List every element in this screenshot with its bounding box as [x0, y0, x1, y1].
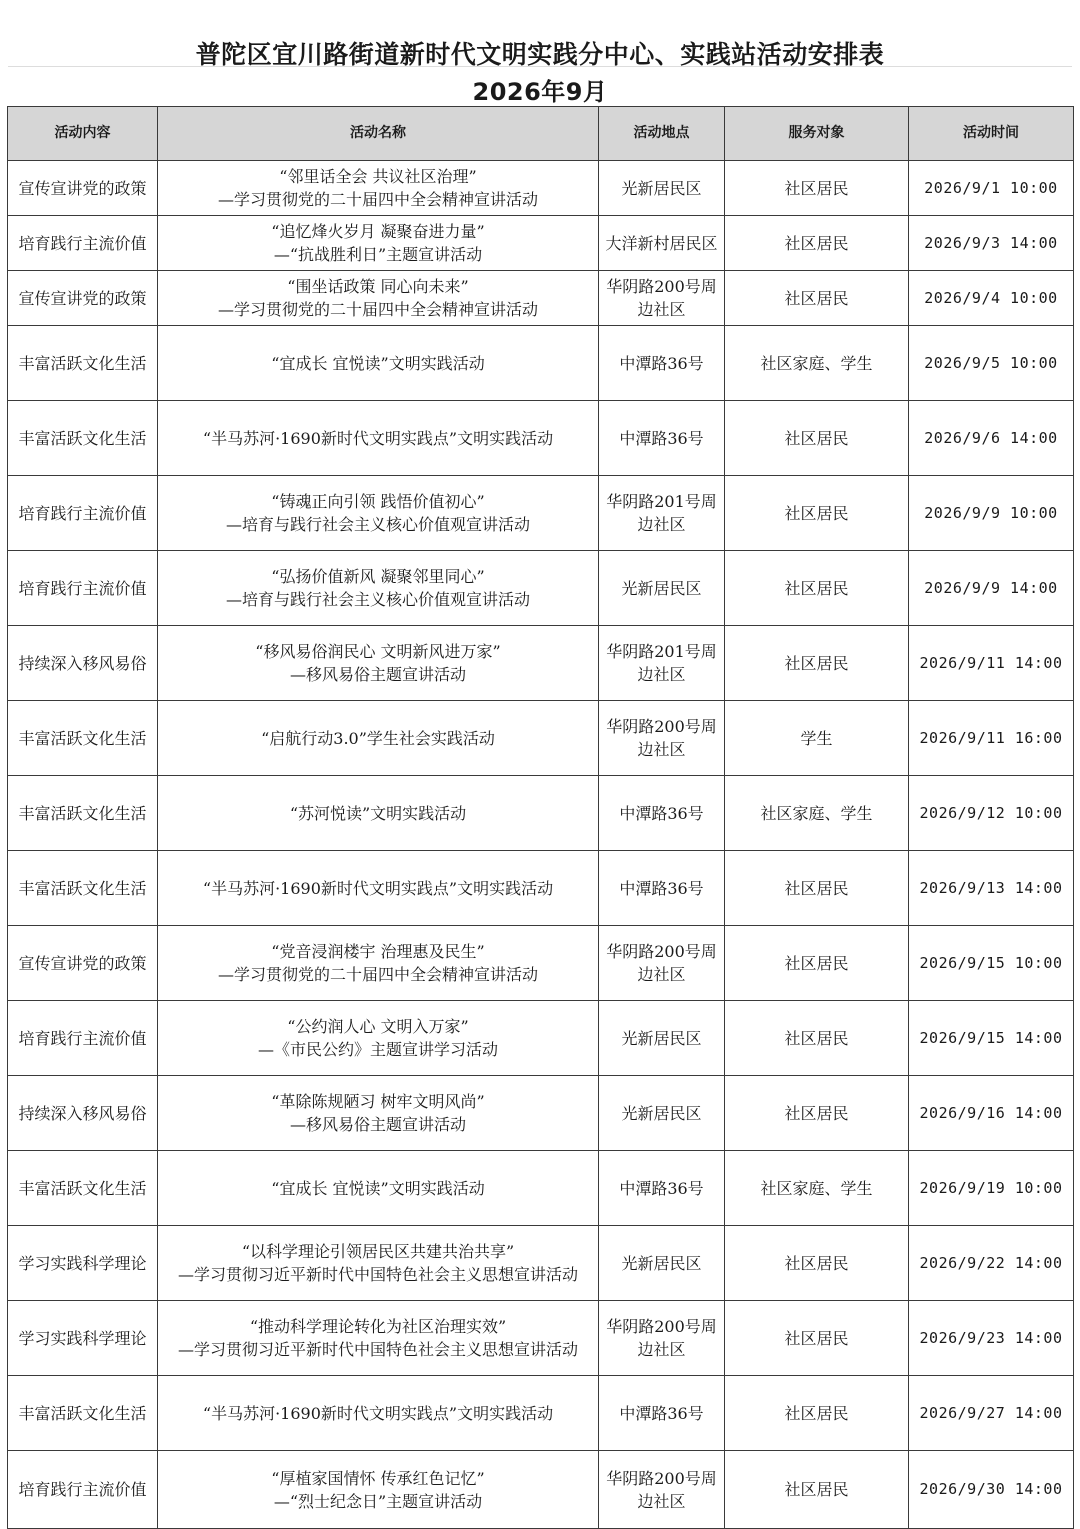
cell-time: 2026/9/3 14:00	[909, 216, 1074, 271]
activity-title: “厚植家国情怀 传承红色记忆”	[271, 1468, 485, 1488]
cell-category: 宣传宣讲党的政策	[8, 161, 158, 216]
cell-place: 中潭路36号	[599, 1376, 725, 1451]
header-target: 服务对象	[725, 107, 909, 161]
cell-target: 社区家庭、学生	[725, 326, 909, 401]
cell-category: 持续深入移风易俗	[8, 1076, 158, 1151]
cell-target: 社区居民	[725, 1001, 909, 1076]
cell-category: 培育践行主流价值	[8, 551, 158, 626]
cell-activity-name	[158, 626, 599, 701]
header-name: 活动名称	[158, 107, 599, 161]
cell-target: 社区居民	[725, 1076, 909, 1151]
cell-place: 光新居民区	[599, 161, 725, 216]
cell-place: 光新居民区	[599, 1076, 725, 1151]
cell-target: 社区居民	[725, 271, 909, 326]
table-row	[8, 1451, 1074, 1529]
cell-time: 2026/9/11 14:00	[909, 626, 1074, 701]
cell-place: 中潭路36号	[599, 776, 725, 851]
activity-title: “半马苏河·1690新时代文明实践点”文明实践活动	[202, 878, 554, 898]
cell-activity-name	[158, 1301, 599, 1376]
activity-title: “铸魂正向引领 践悟价值初心”	[271, 492, 485, 511]
table-row	[8, 401, 1074, 476]
cell-category: 学习实践科学理论	[8, 1301, 158, 1376]
header-place: 活动地点	[599, 107, 725, 161]
cell-place: 华阴路200号周边社区	[599, 1301, 725, 1376]
cell-activity-name	[158, 161, 599, 216]
cell-place: 华阴路200号周边社区	[599, 1451, 725, 1529]
cell-category: 丰富活跃文化生活	[8, 1376, 158, 1451]
activity-title: “半马苏河·1690新时代文明实践点”文明实践活动	[202, 1403, 554, 1423]
cell-activity-name	[158, 776, 599, 851]
cell-category: 培育践行主流价值	[8, 1451, 158, 1529]
activity-title: “革除陈规陋习 树牢文明风尚”	[271, 1092, 485, 1111]
cell-category: 培育践行主流价值	[8, 216, 158, 271]
cell-activity-name	[158, 1151, 599, 1226]
cell-time: 2026/9/1 10:00	[909, 161, 1074, 216]
header-category: 活动内容	[8, 107, 158, 161]
cell-time: 2026/9/19 10:00	[909, 1151, 1074, 1226]
cell-target: 社区居民	[725, 476, 909, 551]
cell-target: 社区家庭、学生	[725, 776, 909, 851]
cell-place: 中潭路36号	[599, 851, 725, 926]
cell-time: 2026/9/16 14:00	[909, 1076, 1074, 1151]
cell-activity-name	[158, 1226, 599, 1301]
activity-title: “宜成长 宜悦读”文明实践活动	[271, 1178, 485, 1198]
cell-place: 中潭路36号	[599, 326, 725, 401]
activity-title: “宜成长 宜悦读”文明实践活动	[271, 353, 485, 373]
cell-target: 社区居民	[725, 1376, 909, 1451]
table-row	[8, 701, 1074, 776]
activity-subtitle: —“烈士纪念日”主题宣讲活动	[273, 1491, 483, 1511]
activity-subtitle: —学习贯彻习近平新时代中国特色社会主义思想宣讲活动	[177, 1265, 578, 1284]
cell-activity-name	[158, 926, 599, 1001]
table-row	[8, 1301, 1074, 1376]
cell-category: 丰富活跃文化生活	[8, 851, 158, 926]
activity-subtitle: —培育与践行社会主义核心价值观宣讲活动	[225, 515, 530, 534]
cell-place: 华阴路200号周边社区	[599, 926, 725, 1001]
cell-activity-name	[158, 326, 599, 401]
activity-title: “移风易俗润民心 文明新风进万家”	[255, 642, 501, 661]
cell-activity-name	[158, 851, 599, 926]
table-row	[8, 161, 1074, 216]
cell-time: 2026/9/9 10:00	[909, 476, 1074, 551]
table-body	[8, 161, 1074, 1529]
cell-time: 2026/9/13 14:00	[909, 851, 1074, 926]
activity-title: “邻里话全会 共议社区治理”	[279, 167, 477, 186]
activity-subtitle: —《市民公约》主题宣讲学习活动	[257, 1040, 498, 1059]
cell-time: 2026/9/15 14:00	[909, 1001, 1074, 1076]
activity-title: “以科学理论引领居民区共建共治共享”	[241, 1242, 515, 1261]
activity-title: “党音浸润楼宇 治理惠及民生”	[271, 942, 485, 961]
cell-place: 华阴路200号周边社区	[599, 701, 725, 776]
cell-activity-name	[158, 401, 599, 476]
table-row	[8, 216, 1074, 271]
table-row	[8, 551, 1074, 626]
cell-time: 2026/9/12 10:00	[909, 776, 1074, 851]
activity-subtitle: —学习贯彻习近平新时代中国特色社会主义思想宣讲活动	[177, 1340, 578, 1359]
cell-target: 学生	[725, 701, 909, 776]
table-row	[8, 1076, 1074, 1151]
cell-activity-name	[158, 1076, 599, 1151]
cell-target: 社区居民	[725, 551, 909, 626]
cell-activity-name	[158, 1451, 599, 1529]
activity-title: “围坐话政策 同心向未来”	[287, 277, 469, 296]
cell-time: 2026/9/4 10:00	[909, 271, 1074, 326]
activity-title: “启航行动3.0”学生社会实践活动	[261, 728, 495, 748]
cell-category: 持续深入移风易俗	[8, 626, 158, 701]
cell-category: 丰富活跃文化生活	[8, 776, 158, 851]
cell-place: 华阴路200号周边社区	[599, 271, 725, 326]
cell-activity-name	[158, 701, 599, 776]
cell-place: 大洋新村居民区	[599, 216, 725, 271]
activity-subtitle: —培育与践行社会主义核心价值观宣讲活动	[225, 590, 530, 609]
cell-target: 社区居民	[725, 1301, 909, 1376]
cell-category: 培育践行主流价值	[8, 476, 158, 551]
cell-activity-name	[158, 476, 599, 551]
cell-place: 光新居民区	[599, 1226, 725, 1301]
cell-target: 社区居民	[725, 926, 909, 1001]
cell-place: 中潭路36号	[599, 1151, 725, 1226]
cell-time: 2026/9/15 10:00	[909, 926, 1074, 1001]
cell-activity-name	[158, 271, 599, 326]
cell-target: 社区居民	[725, 851, 909, 926]
cell-time: 2026/9/11 16:00	[909, 701, 1074, 776]
title-divider	[8, 66, 1072, 67]
cell-category: 宣传宣讲党的政策	[8, 926, 158, 1001]
cell-place: 光新居民区	[599, 1001, 725, 1076]
activity-subtitle: —学习贯彻党的二十届四中全会精神宣讲活动	[217, 300, 538, 319]
cell-target: 社区居民	[725, 626, 909, 701]
table-row	[8, 476, 1074, 551]
header-time: 活动时间	[909, 107, 1074, 161]
cell-category: 丰富活跃文化生活	[8, 1151, 158, 1226]
activity-title: “推动科学理论转化为社区治理实效”	[249, 1317, 507, 1336]
table-row	[8, 1151, 1074, 1226]
cell-category: 宣传宣讲党的政策	[8, 271, 158, 326]
table-header-row	[8, 107, 1074, 161]
table-row	[8, 1226, 1074, 1301]
cell-target: 社区居民	[725, 401, 909, 476]
activity-subtitle: —移风易俗主题宣讲活动	[289, 1115, 466, 1134]
activity-subtitle: —学习贯彻党的二十届四中全会精神宣讲活动	[217, 965, 538, 984]
cell-time: 2026/9/9 14:00	[909, 551, 1074, 626]
page-subtitle: 2026年9月	[472, 78, 608, 106]
cell-category: 学习实践科学理论	[8, 1226, 158, 1301]
cell-target: 社区居民	[725, 216, 909, 271]
cell-target: 社区居民	[725, 1226, 909, 1301]
cell-place: 光新居民区	[599, 551, 725, 626]
cell-place: 华阴路201号周边社区	[599, 626, 725, 701]
cell-time: 2026/9/27 14:00	[909, 1376, 1074, 1451]
table-row	[8, 326, 1074, 401]
cell-activity-name	[158, 1376, 599, 1451]
table-row	[8, 776, 1074, 851]
table-row	[8, 926, 1074, 1001]
cell-time: 2026/9/23 14:00	[909, 1301, 1074, 1376]
activity-title: “半马苏河·1690新时代文明实践点”文明实践活动	[202, 428, 554, 448]
cell-place: 中潭路36号	[599, 401, 725, 476]
activity-title: “弘扬价值新风 凝聚邻里同心”	[271, 567, 485, 586]
table-row	[8, 271, 1074, 326]
cell-target: 社区居民	[725, 161, 909, 216]
activity-title: “公约润人心 文明入万家”	[287, 1017, 469, 1036]
table-row	[8, 851, 1074, 926]
cell-activity-name	[158, 216, 599, 271]
activity-subtitle: —学习贯彻党的二十届四中全会精神宣讲活动	[217, 190, 538, 209]
activity-schedule-table	[7, 106, 1074, 1529]
cell-category: 培育践行主流价值	[8, 1001, 158, 1076]
cell-target: 社区家庭、学生	[725, 1151, 909, 1226]
cell-activity-name	[158, 551, 599, 626]
table-row	[8, 1376, 1074, 1451]
cell-target: 社区居民	[725, 1451, 909, 1529]
table-row	[8, 1001, 1074, 1076]
activity-subtitle: —“抗战胜利日”主题宣讲活动	[273, 245, 483, 264]
cell-time: 2026/9/30 14:00	[909, 1451, 1074, 1529]
cell-place: 华阴路201号周边社区	[599, 476, 725, 551]
cell-category: 丰富活跃文化生活	[8, 701, 158, 776]
table-row	[8, 626, 1074, 701]
cell-time: 2026/9/6 14:00	[909, 401, 1074, 476]
cell-category: 丰富活跃文化生活	[8, 326, 158, 401]
activity-title: “追忆烽火岁月 凝聚奋进力量”	[271, 222, 485, 241]
activity-title: “苏河悦读”文明实践活动	[289, 803, 467, 823]
activity-subtitle: —移风易俗主题宣讲活动	[289, 665, 466, 684]
cell-time: 2026/9/22 14:00	[909, 1226, 1074, 1301]
page-title: 普陀区宜川路街道新时代文明实践分中心、实践站活动安排表	[195, 40, 885, 69]
cell-time: 2026/9/5 10:00	[909, 326, 1074, 401]
cell-activity-name	[158, 1001, 599, 1076]
cell-category: 丰富活跃文化生活	[8, 401, 158, 476]
